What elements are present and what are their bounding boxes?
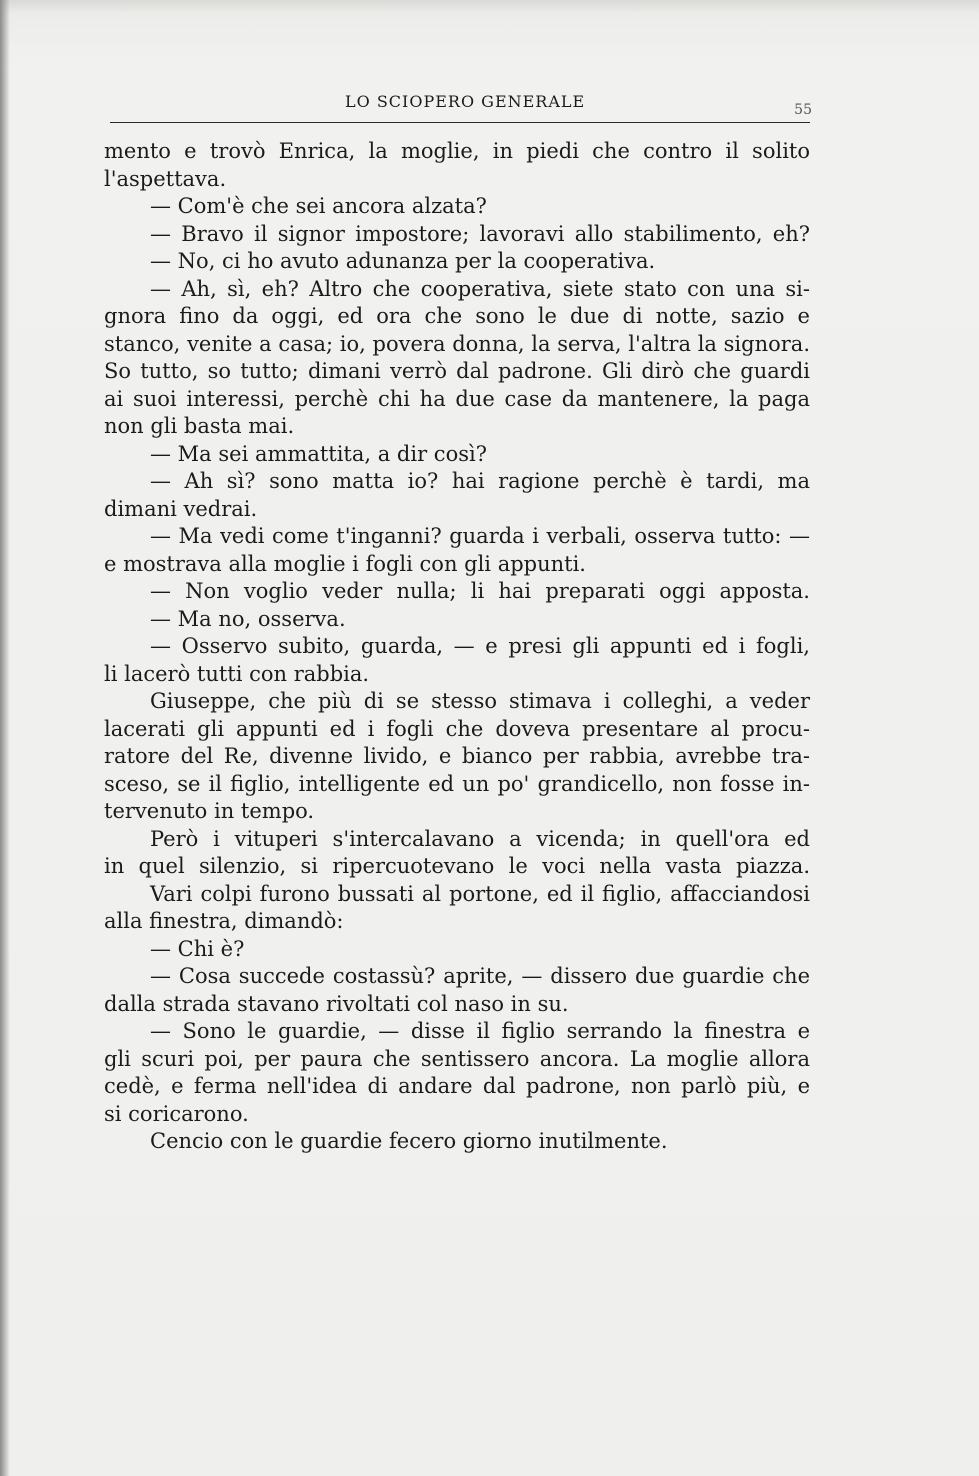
text-line: Vari colpi furono bussati al portone, ed il figlio, affacciandosi [150,881,810,906]
text-line: mento e trovò Enrica, la moglie, in piedi che contro il solito [104,139,810,163]
text-line: — No, ci ho avuto adunanza per la cooperativa. [150,249,656,273]
text-line: si coricarono. [104,1101,249,1126]
text-line: gnora fino da oggi, ed ora che sono le due di notte, sazio e [104,304,810,328]
header-rule [110,122,810,123]
text-line: tervenuto in tempo. [104,799,315,823]
text-line: Però i vituperi s'intercalavano a vicenda; in quell'ora ed [150,826,810,851]
page-edge-shadow [0,0,10,1476]
text-line: l'aspettava. [104,166,227,191]
text-line: So tutto, so tutto; dimani verrò dal padrone. Gli dirò che guardi [104,359,810,383]
text-line: sceso, se il figlio, intelligente ed un po' grandicello, non fosse in- [104,771,810,796]
text-line: lacerati gli appunti ed i fogli che doveva presentare al procu- [104,716,810,741]
text-line: e mostrava alla moglie i fogli con gli appunti. [104,551,586,576]
text-line: — Ma vedi come t'inganni? guarda i verbali, osserva tutto: — [150,524,810,548]
text-line: — Ma sei ammattita, a dir così? [150,441,487,466]
text-line: — Ma no, osserva. [150,606,346,631]
text-line: gli scuri poi, per paura che sentissero ancora. La moglie allora [104,1046,810,1071]
text-line: dimani vedrai. [104,496,258,521]
text-line: — Non voglio veder nulla; li hai preparati oggi apposta. [150,579,810,603]
text-line: ratore del Re, divenne livido, e bianco per rabbia, avrebbe tra- [104,744,810,768]
text-line: — Com'è che sei ancora alzata? [150,194,487,218]
text-line: — Bravo il signor impostore; lavoravi allo stabilimento, eh? [150,221,810,246]
page-header [100,88,812,120]
page-number: 55 [794,102,812,118]
text-line: non gli basta mai. [104,414,295,438]
text-line: — Sono le guardie, — disse il figlio serrando la finestra e [150,1019,810,1043]
text-line: Giuseppe, che più di se stesso stimava i colleghi, a veder [150,689,810,713]
text-line: Cencio con le guardie fecero giorno inutilmente. [150,1129,668,1153]
text-body [104,138,810,1156]
text-line: li lacerò tutti con rabbia. [104,661,370,686]
text-line: — Cosa succede costassù? aprite, — dissero due guardie che [150,964,810,988]
text-line: — Chi è? [150,936,245,961]
running-title: LO SCIOPERO GENERALE [345,92,586,111]
text-line: ai suoi interessi, perchè chi ha due case da mantenere, la paga [104,386,810,411]
text-line: cedè, e ferma nell'idea di andare dal padrone, non parlò più, e [104,1074,810,1098]
text-line: stanco, venite a casa; io, povera donna, la serva, l'altra la signora. [104,331,810,356]
text-line: — Osservo subito, guarda, — e presi gli appunti ed i fogli, [150,634,810,658]
text-line: — Ah sì? sono matta io? hai ragione perchè è tardi, ma [150,469,810,493]
text-line: alla finestra, dimandò: [104,909,344,933]
text-line: dalla strada stavano rivoltati col naso in su. [104,991,569,1016]
text-line: — Ah, sì, eh? Altro che cooperativa, siete stato con una si- [150,276,810,301]
text-line: in quel silenzio, si ripercuotevano le voci nella vasta piazza. [104,854,810,878]
